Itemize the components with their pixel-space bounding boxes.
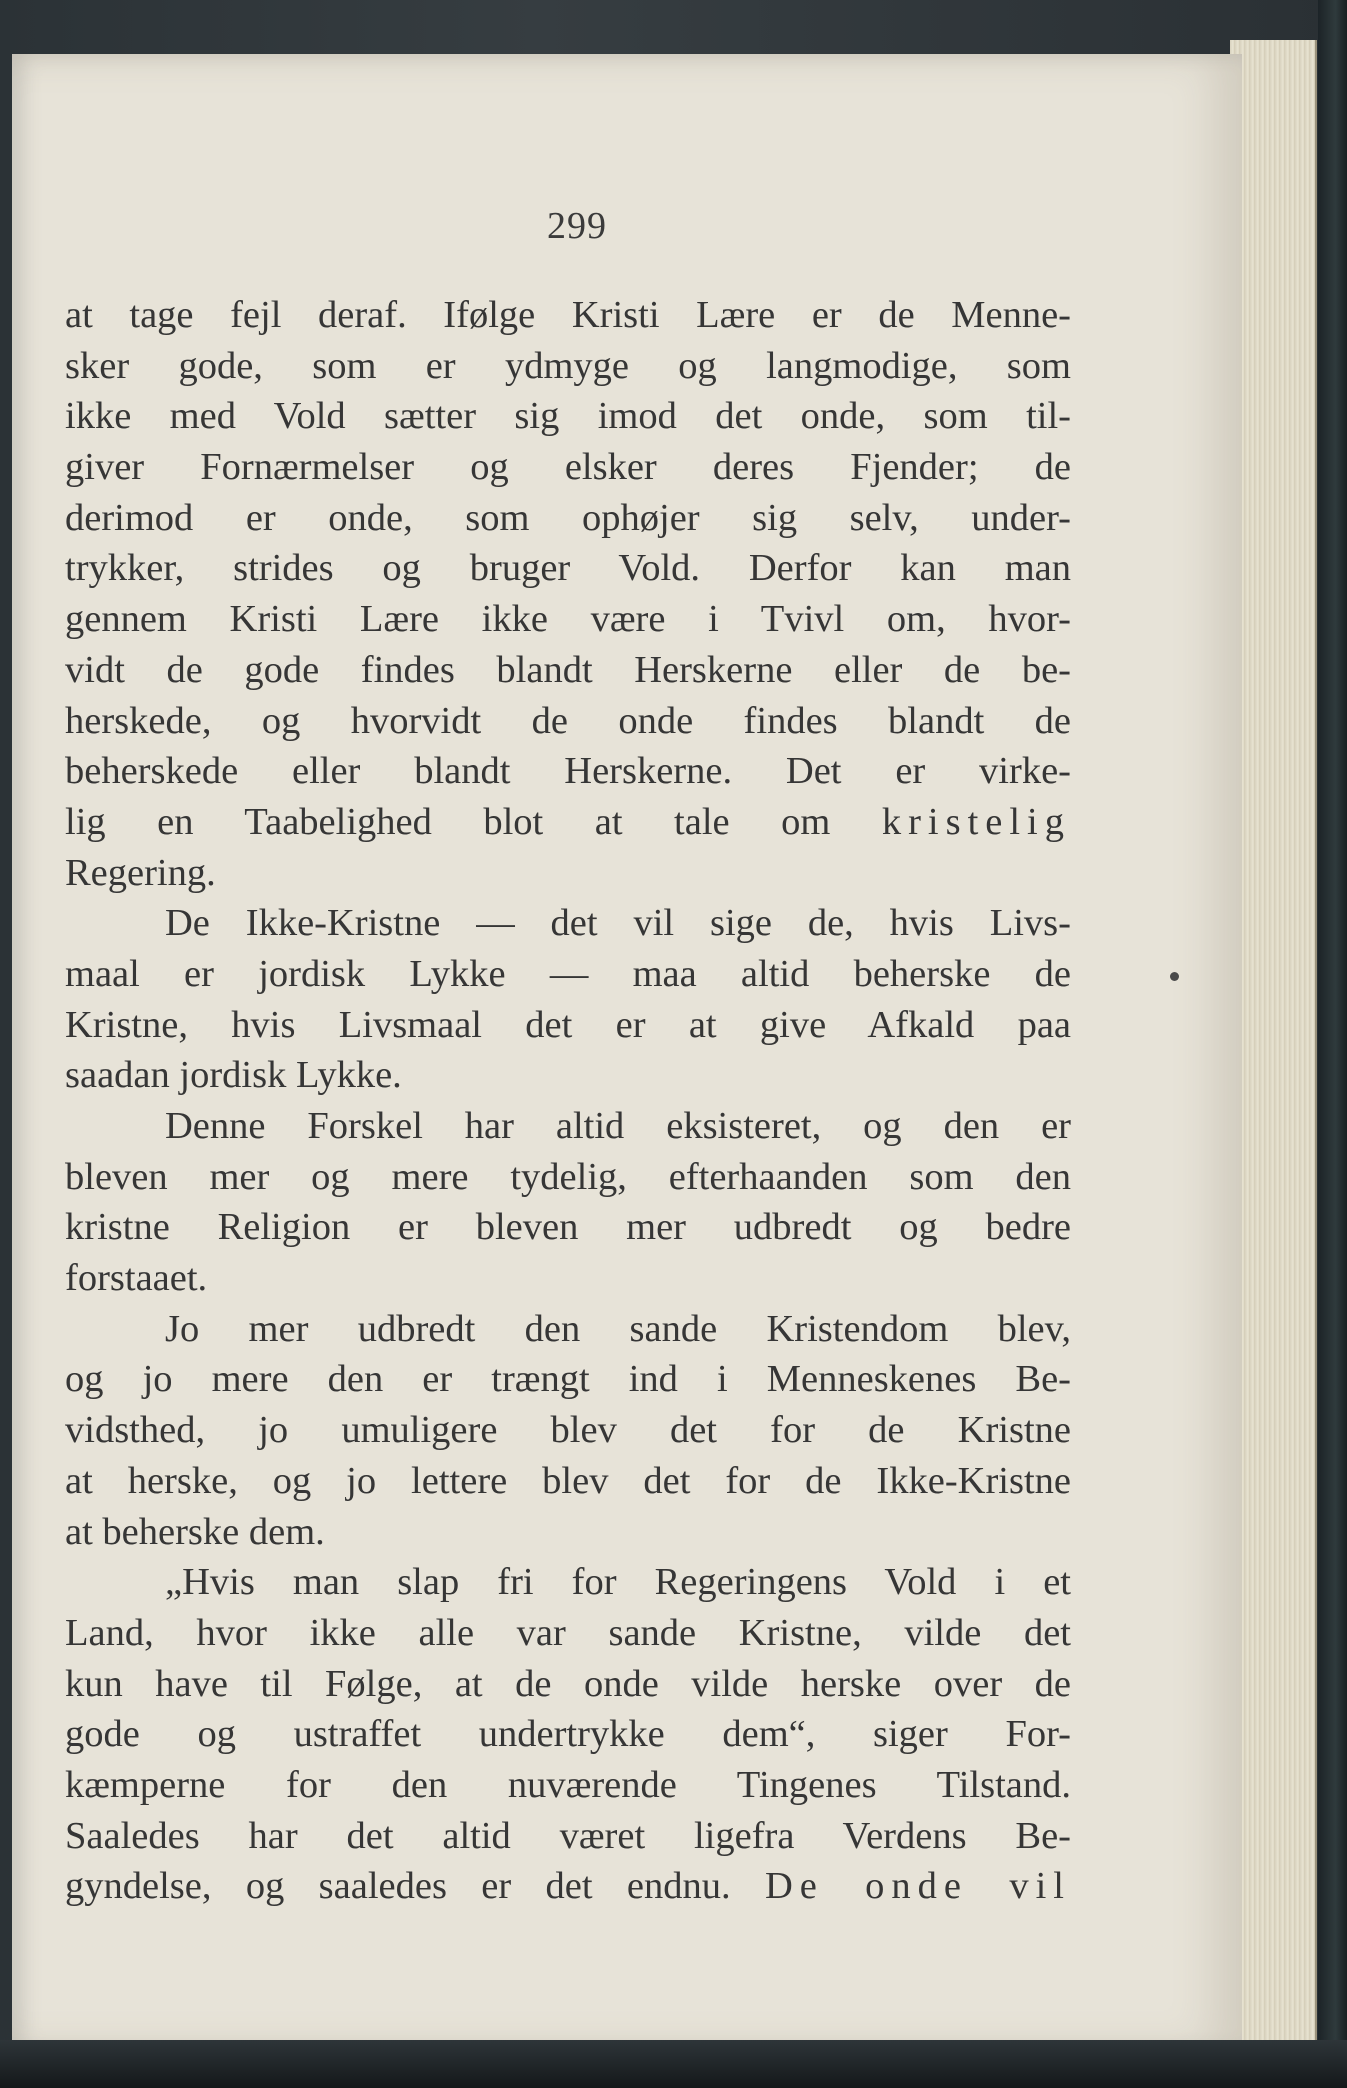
text-line-content: Jo mer udbredt den sande Kristendom blev, — [165, 1307, 1071, 1350]
text-line-content: saadan jordisk Lykke. — [65, 1054, 402, 1097]
text-line-content: Saaledes har det altid været ligefra Verdens Be- — [65, 1814, 1071, 1857]
text-line-content: lig en Taabelighed blot at tale om — [65, 800, 831, 843]
page-number: 299 — [547, 205, 607, 247]
text-line-content: beherskede eller blandt Herskerne. Det er virke- — [65, 750, 1071, 793]
text-line-content: gennem Kristi Lære ikke være i Tvivl om, hvor- — [65, 598, 1071, 641]
text-line-content: kun have til Følge, at de onde vilde herske over de — [65, 1662, 1071, 1705]
text-line — [65, 594, 1071, 645]
text-line — [65, 797, 1071, 848]
book-cover-edge — [1318, 0, 1347, 2088]
text-line-content: gyndelse, og saaledes er det endnu. — [65, 1865, 731, 1908]
text-line — [65, 1253, 1071, 1304]
text-line-content: bleven mer og mere tydelig, efterhaanden som den — [65, 1155, 1071, 1198]
text-line-content: vidsthed, jo umuligere blev det for de Kristne — [65, 1409, 1071, 1452]
text-line — [65, 949, 1071, 1000]
text-line-content: „Hvis man slap fri for Regeringens Vold i et — [165, 1561, 1071, 1604]
text-line-content: sker gode, som er ydmyge og langmodige, som — [65, 344, 1071, 387]
text-line — [65, 1202, 1071, 1253]
text-line-content: giver Fornærmelser og elsker deres Fjender; de — [65, 446, 1071, 489]
text-line-content: Land, hvor ikke alle var sande Kristne, vilde det — [65, 1611, 1071, 1654]
text-line-content: kristne Religion er bleven mer udbredt og bedre — [65, 1206, 1071, 1249]
text-line-content: Denne Forskel har altid eksisteret, og den er — [165, 1105, 1071, 1147]
text-line — [65, 1557, 1071, 1608]
page-leaf-edges — [1230, 40, 1317, 2050]
text-line — [65, 290, 1071, 341]
text-line — [65, 1760, 1071, 1811]
text-line — [65, 1861, 1071, 1912]
text-line — [65, 391, 1071, 442]
text-line — [65, 645, 1071, 696]
text-line-content: derimod er onde, som ophøjer sig selv, under- — [65, 496, 1071, 539]
ink-speck — [1170, 972, 1179, 981]
bottom-shadow — [0, 2040, 1347, 2088]
text-line-content: Kristne, hvis Livsmaal det er at give Afkald paa — [65, 1003, 1071, 1046]
text-line-content: maal er jordisk Lykke — maa altid beherske de — [65, 952, 1071, 995]
text-line — [65, 1405, 1071, 1456]
text-line-content: kæmperne for den nuværende Tingenes Tilstand. — [65, 1763, 1071, 1806]
text-line — [65, 442, 1071, 493]
text-line-content: forstaaet. — [65, 1257, 208, 1300]
text-line — [65, 1000, 1071, 1051]
page-text — [65, 290, 1071, 1912]
text-line-content: gode og ustraffet undertrykke dem“, siger For- — [65, 1713, 1071, 1756]
text-line-content: Regering. — [65, 851, 216, 894]
text-line — [65, 1050, 1071, 1101]
text-line — [65, 1659, 1071, 1710]
text-line-content: herskede, og hvorvidt de onde findes blandt de — [65, 699, 1071, 742]
text-line-content: vidt de gode findes blandt Herskerne eller de be- — [65, 648, 1071, 691]
text-line — [65, 493, 1071, 544]
text-line-content: De Ikke-Kristne — det vil sige de, hvis Livs- — [165, 902, 1071, 945]
text-line — [65, 1811, 1071, 1862]
text-line-content: at tage fejl deraf. Ifølge Kristi Lære er de Menne- — [65, 294, 1071, 336]
text-line — [65, 1304, 1071, 1355]
text-line-content: at beherske dem. — [65, 1510, 325, 1553]
text-line — [65, 1354, 1071, 1405]
text-line — [65, 341, 1071, 392]
text-line — [65, 1608, 1071, 1659]
text-line — [65, 848, 1071, 899]
text-line-content: trykker, strides og bruger Vold. Derfor kan man — [65, 547, 1071, 590]
text-line — [65, 543, 1071, 594]
text-line-content: og jo mere den er trængt ind i Menneskenes Be- — [65, 1358, 1071, 1401]
text-line-content: at herske, og jo lettere blev det for de Ikke-Kristne — [65, 1459, 1071, 1502]
book-page — [12, 54, 1242, 2050]
emphasized-spaced-text: De onde vil — [764, 1865, 1072, 1908]
text-line — [65, 1456, 1071, 1507]
text-line — [65, 1101, 1071, 1152]
text-line — [65, 898, 1071, 949]
text-line — [65, 696, 1071, 747]
emphasized-spaced-text: kristelig — [881, 800, 1071, 843]
text-line — [65, 1152, 1071, 1203]
text-line-content: ikke med Vold sætter sig imod det onde, som til- — [65, 395, 1071, 438]
text-line — [65, 1709, 1071, 1760]
text-line — [65, 746, 1071, 797]
text-line — [65, 1507, 1071, 1558]
